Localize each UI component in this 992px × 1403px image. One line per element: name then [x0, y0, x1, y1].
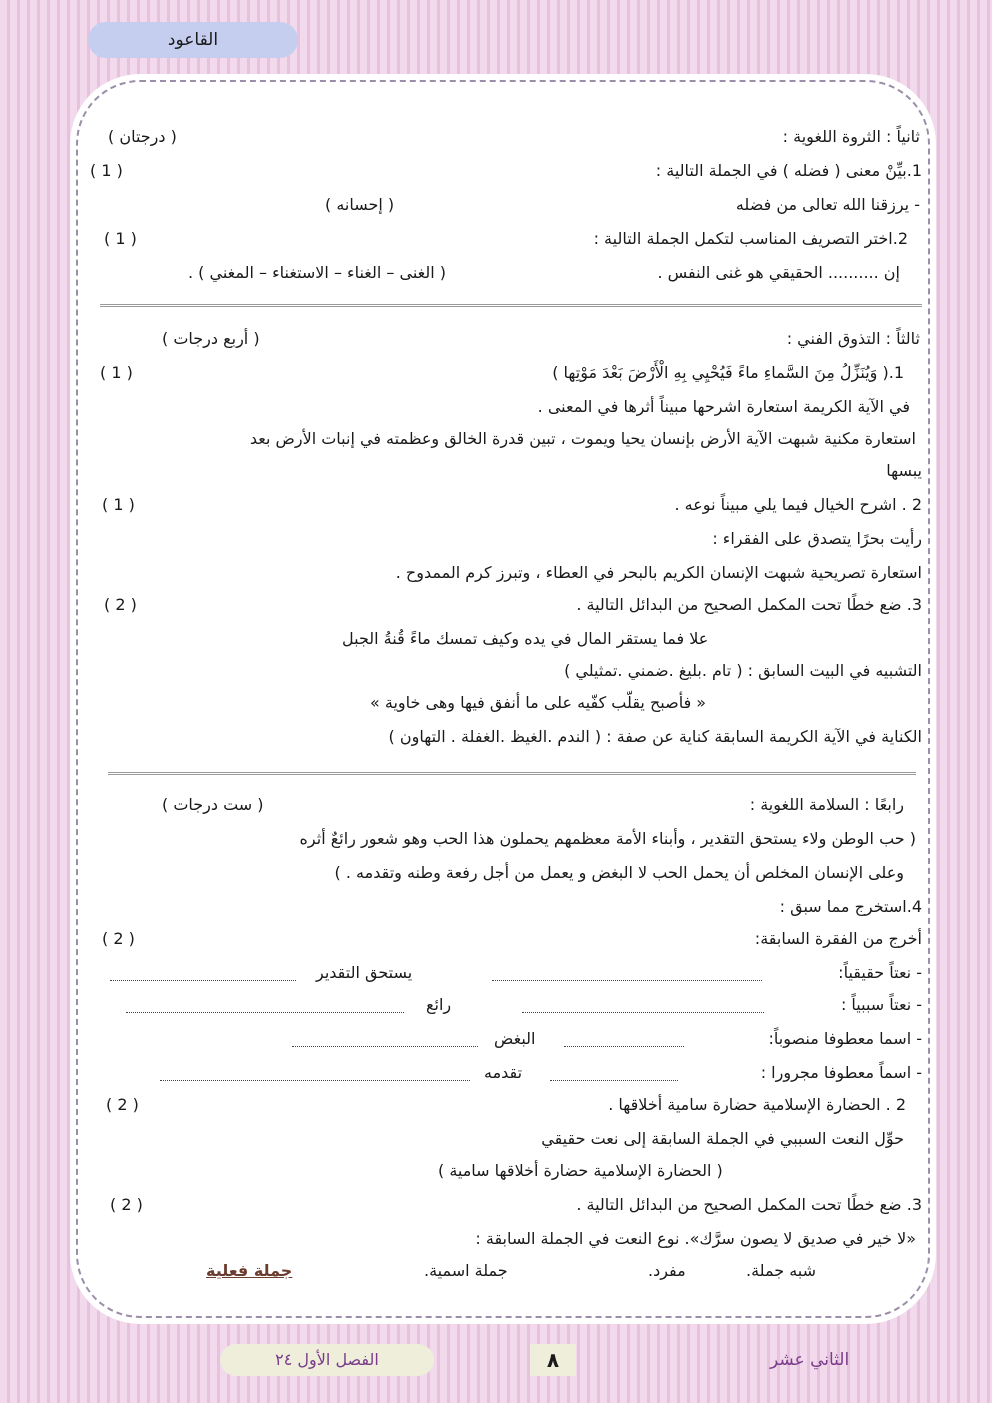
s2-q1-mark: ( 1 ) [90, 161, 123, 180]
s4-q4-mark: ( 2 ) [102, 929, 135, 948]
header-title: القاعود [88, 22, 298, 58]
s4-q5: 2 . الحضارة الإسلامية حضارة سامية أخلاقها . [608, 1095, 906, 1114]
section-2-title: ثانياً : الثروة اللغوية : [782, 127, 920, 146]
s3-q3-simile: التشبيه في البيت السابق : ( تام .بليغ .ضمني .تمثيلي ) [564, 661, 922, 680]
s3-q1-answer-2: يبسها [886, 461, 922, 480]
s4-paragraph-1: ( حب الوطن ولاء يستحق التقدير ، وأبناء الأمة معظمهم يحملون هذا الحب وهو شعور رائعٌ أثره [299, 829, 916, 848]
s3-q3-kinaya: الكناية في الآية الكريمة السابقة كناية عن صفة : ( الندم .الغيظ .الغفلة . التهاون ) [388, 727, 922, 746]
answer-dots [292, 1046, 478, 1047]
section-3-title: ثالثاً : التذوق الفني : [786, 329, 920, 348]
s4-q4: 4.استخرج مما سبق : [779, 897, 922, 916]
s2-q2-options: ( الغنى – الغناء – الاستغناء – المغني ) . [188, 263, 447, 282]
worksheet [70, 74, 936, 1324]
s4-item-label: - نعتاً حقيقياً: [838, 963, 922, 982]
section-4-title: رابعًا : السلامة اللغوية : [749, 795, 904, 814]
page-number: ٨ [530, 1344, 576, 1376]
separator [108, 772, 916, 775]
s4-q6-option-2: مفرد. [648, 1261, 686, 1280]
section-3-grade: ( أربع درجات ) [162, 329, 260, 348]
s4-q6-option-4: جملة فعلية [206, 1261, 293, 1280]
section-4-grade: ( ست درجات ) [162, 795, 264, 814]
s2-q1: 1.بيِّنْ معنى ( فضله ) في الجملة التالية : [655, 161, 922, 180]
separator [100, 304, 922, 307]
s3-q1-mark: ( 1 ) [100, 363, 133, 382]
s4-item-label: - نعتاً سببياً : [840, 995, 922, 1014]
answer-dots [126, 1012, 404, 1013]
s2-q2: 2.اختر التصريف المناسب لتكمل الجملة التالية : [593, 229, 908, 248]
s3-q3-mark: ( 2 ) [104, 595, 137, 614]
s4-q5-prompt: حوِّل النعت السببي في الجملة السابقة إلى نعت حقيقي [541, 1129, 904, 1148]
s4-paragraph-2: وعلى الإنسان المخلص أن يحمل الحب لا البغض و يعمل من أجل رفعة وطنه وتقدمه . ) [334, 863, 904, 882]
s4-q4-prompt: أخرج من الفقرة السابقة: [754, 929, 922, 948]
s3-q3: 3. ضع خطًا تحت المكمل الصحيح من البدائل التالية . [576, 595, 922, 614]
s3-q2: 2 . اشرح الخيال فيما يلي مبيناً نوعه . [674, 495, 922, 514]
answer-dots [564, 1046, 684, 1047]
s3-q1: 1.( وَيُنَزِّلُ مِنَ السَّماءِ ماءً فَيُحْيِي بِهِ الْأَرْضَ بَعْدَ مَوْتِها ) [552, 363, 904, 382]
s3-q1-prompt: في الآية الكريمة استعارة اشرحها مبيناً أثرها في المعنى . [537, 397, 910, 416]
s4-item-answer: رائع [426, 995, 452, 1014]
s3-q3-verse: علا فما يستقر المال في يده وكيف تمسك ماءً قُنةُ الجبل [342, 629, 709, 648]
s3-q2-mark: ( 1 ) [102, 495, 135, 514]
answer-dots [550, 1080, 678, 1081]
s3-q1-answer-1: استعارة مكنية شبهت الآية الأرض بإنسان يحيا ويموت ، تبين قدرة الخالق وعظمته في إنبات الأرض بعد [249, 429, 916, 448]
s4-q6-option-1: شبه جملة. [746, 1261, 816, 1280]
footer-term: الفصل الأول ٢٤ [220, 1344, 434, 1376]
s4-item-answer: البغض [494, 1029, 536, 1048]
s2-q2-mark: ( 1 ) [104, 229, 137, 248]
footer-grade: الثاني عشر [770, 1350, 850, 1370]
s4-q5-mark: ( 2 ) [106, 1095, 139, 1114]
s4-q6: 3. ضع خطًا تحت المكمل الصحيح من البدائل التالية . [576, 1195, 922, 1214]
s4-item-answer: يستحق التقدير [316, 963, 413, 982]
answer-dots [522, 1012, 764, 1013]
s3-q2-answer: استعارة تصريحية شبهت الإنسان الكريم بالبحر في العطاء ، وتبرز كرم الممدوح . [395, 563, 922, 582]
s4-q5-answer: ( الحضارة الإسلامية حضارة أخلاقها سامية ) [438, 1161, 723, 1180]
answer-dots [492, 980, 762, 981]
s3-q3-verse2: « فأصبح يقلّب كفّيه على ما أنفق فيها وهى خاوية » [370, 693, 707, 712]
s4-item-label: - اسما معطوفا منصوباً: [768, 1029, 922, 1048]
s2-q1-answer: ( إحسانه ) [325, 195, 395, 214]
s4-item-answer: تقدمه [484, 1063, 523, 1082]
section-2-grade: ( درجتان ) [108, 127, 177, 146]
s4-q6-quote: «لا خير في صديق لا يصون سرَّك». نوع النعت في الجملة السابقة : [475, 1229, 916, 1248]
answer-dots [110, 980, 296, 981]
worksheet-content [70, 74, 936, 1324]
s4-q6-mark: ( 2 ) [110, 1195, 143, 1214]
s3-q2-quote: رأيت بحرًا يتصدق على الفقراء : [712, 529, 922, 548]
s2-q2-sentence: إن .......... الحقيقي هو غنى النفس . [657, 263, 900, 282]
s2-q1-sentence: - يرزقنا الله تعالى من فضله [735, 195, 920, 214]
answer-dots [160, 1080, 470, 1081]
s4-q6-option-3: جملة اسمية. [424, 1261, 508, 1280]
s4-item-label: - اسماً معطوفا مجرورا : [760, 1063, 922, 1082]
